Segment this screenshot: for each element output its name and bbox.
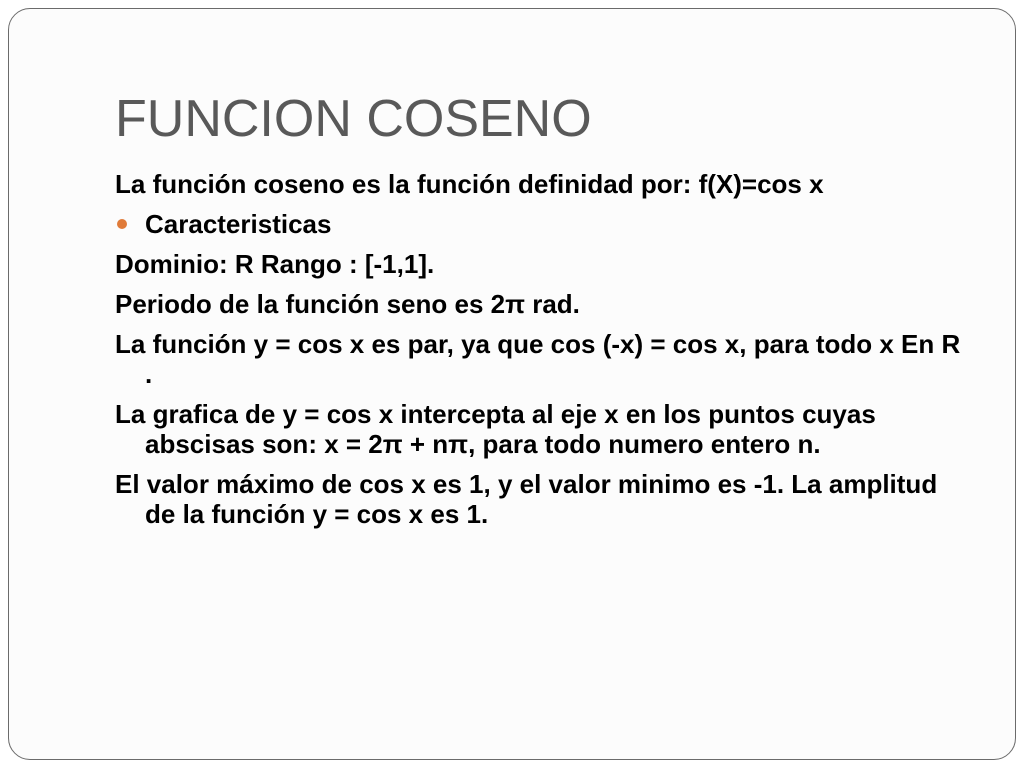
- body-paragraph-par: La función y = cos x es par, ya que cos (-x) = cos x, para todo x En R .: [115, 329, 961, 389]
- slide-body: [115, 169, 965, 539]
- bullet-dot-icon: [117, 219, 127, 229]
- body-paragraph-intercepta: La grafica de y = cos x intercepta al eje x en los puntos cuyas abscisas son: x = 2π + nπ, para todo numero entero n.: [115, 399, 876, 459]
- body-paragraph-dominio: Dominio: R Rango : [-1,1].: [115, 249, 435, 279]
- body-paragraph-valores: El valor máximo de cos x es 1, y el valor minimo es -1. La amplitud de la función y = cos x es 1.: [115, 469, 938, 529]
- bullet-item-label: Caracteristicas: [145, 209, 332, 239]
- slide: [8, 8, 1016, 760]
- bullet-item-caracteristicas: [115, 209, 965, 239]
- body-paragraph-definition: La función coseno es la función definidad por: f(X)=cos x: [115, 169, 824, 199]
- body-paragraph-periodo: Periodo de la función seno es 2π rad.: [115, 289, 580, 319]
- slide-title: FUNCION COSENO: [115, 90, 592, 148]
